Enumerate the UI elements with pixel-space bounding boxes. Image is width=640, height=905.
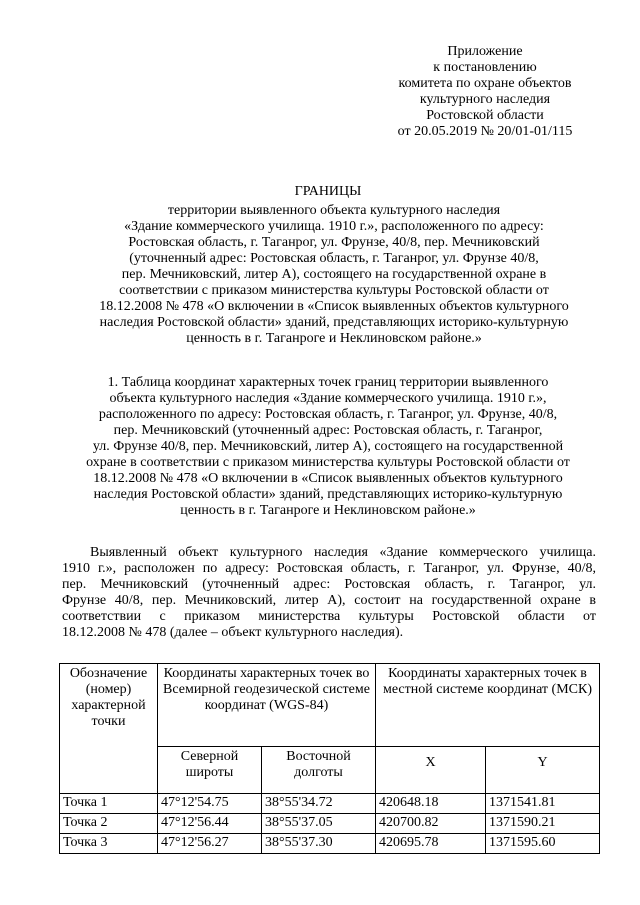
- appendix-line: к постановлению: [433, 60, 537, 75]
- header-x: X: [376, 747, 486, 794]
- cell-x: 420695.78: [376, 834, 486, 854]
- section-line: расположенного по адресу: Ростовская область, г. Таганрог, ул. Фрунзе, 40/8,: [98, 407, 558, 422]
- header-y: Y: [486, 747, 600, 794]
- title-description: [72, 203, 596, 347]
- title-line: Ростовская область, г. Таганрог, ул. Фрунзе, 40/8, пер. Мечниковский: [128, 235, 540, 250]
- title-line: (уточненный адрес: Ростовская область, г. Таганрог, ул. Фрунзе 40/8,: [129, 251, 539, 266]
- header-wgs: Координаты характерных точек во Всемирной геодезической системе координат (WGS-84): [158, 664, 376, 747]
- body-paragraph: [62, 545, 596, 641]
- section-line: наследия Ростовской области» зданий, представляющих историко-культурную: [93, 487, 563, 502]
- cell-latitude: 47°12'54.75: [158, 794, 262, 814]
- paragraph-line: 1910 г.», расположен по адресу: Ростовская область, г. Таганрог, ул. Фрунзе, 40/8,: [62, 561, 596, 576]
- header-point: Обозначение (номер) характерной точки: [60, 664, 158, 794]
- title-line: пер. Мечниковский, литер А), состоящего на государственной охране в: [121, 267, 547, 282]
- title-line: территории выявленного объекта культурного наследия: [167, 203, 501, 218]
- header-longitude: Восточной долготы: [262, 747, 376, 794]
- appendix-line: от 20.05.2019 № 20/01-01/115: [397, 124, 573, 139]
- cell-y: 1371590.21: [486, 814, 600, 834]
- title-line: ценность в г. Таганроге и Неклиновском районе.»: [186, 331, 482, 346]
- paragraph-line: соответствии с приказом министерства культуры Ростовской области от: [62, 609, 596, 624]
- section-line: охране в соответствии с приказом министерства культуры Ростовской области от: [86, 455, 570, 470]
- cell-y: 1371541.81: [486, 794, 600, 814]
- table-row: [60, 834, 600, 854]
- appendix-line: Приложение: [447, 44, 523, 59]
- title-line: «Здание коммерческого училища. 1910 г.», расположенного по адресу:: [124, 219, 544, 234]
- cell-x: 420648.18: [376, 794, 486, 814]
- cell-point: Точка 3: [60, 834, 158, 854]
- appendix-line: Ростовской области: [426, 108, 544, 123]
- cell-longitude: 38°55'37.05: [262, 814, 376, 834]
- paragraph-line: Выявленный объект культурного наследия «Здание коммерческого училища.: [90, 545, 596, 560]
- appendix-line: комитета по охране объектов: [398, 76, 572, 91]
- coordinates-table: [59, 663, 600, 854]
- section-line: ценность в г. Таганроге и Неклиновском районе.»: [180, 503, 476, 518]
- cell-x: 420700.82: [376, 814, 486, 834]
- appendix-block: [360, 44, 610, 140]
- title-line: соответствии с приказом министерства культуры Ростовской области от: [119, 283, 549, 298]
- section-line: ул. Фрунзе 40/8, пер. Мечниковский, литер А), состоящего на государственной: [92, 439, 564, 454]
- cell-longitude: 38°55'37.30: [262, 834, 376, 854]
- header-latitude: Северной широты: [158, 747, 262, 794]
- paragraph-line: Фрунзе 40/8, пер. Мечниковский, литер А), состоит на государственной охране в: [62, 593, 596, 608]
- cell-point: Точка 2: [60, 814, 158, 834]
- document-title: ГРАНИЦЫ: [294, 184, 362, 199]
- table-row: [60, 794, 600, 814]
- header-msk: Координаты характерных точек в местной системе координат (МСК): [376, 664, 600, 747]
- title-line: наследия Ростовской области» зданий, представляющих историко-культурную: [99, 315, 569, 330]
- section-heading: [58, 375, 598, 519]
- cell-latitude: 47°12'56.27: [158, 834, 262, 854]
- section-line: 18.12.2008 № 478 «О включении в «Список выявленных объектов культурного: [93, 471, 563, 486]
- table-row: [60, 814, 600, 834]
- cell-point: Точка 1: [60, 794, 158, 814]
- section-line: объекта культурного наследия «Здание коммерческого училища. 1910 г.»,: [109, 391, 547, 406]
- paragraph-line: пер. Мечниковский (уточненный адрес: Ростовская область, г. Таганрог, ул.: [62, 577, 596, 592]
- title-line: 18.12.2008 № 478 «О включении в «Список выявленных объектов культурного: [99, 299, 569, 314]
- paragraph-line: 18.12.2008 № 478 (далее – объект культурного наследия).: [62, 625, 404, 640]
- section-line: пер. Мечниковский (уточненный адрес: Ростовская область, г. Таганрог,: [113, 423, 543, 438]
- cell-latitude: 47°12'56.44: [158, 814, 262, 834]
- section-line: 1. Таблица координат характерных точек границ территории выявленного: [107, 375, 549, 390]
- cell-longitude: 38°55'34.72: [262, 794, 376, 814]
- appendix-line: культурного наследия: [419, 92, 551, 107]
- cell-y: 1371595.60: [486, 834, 600, 854]
